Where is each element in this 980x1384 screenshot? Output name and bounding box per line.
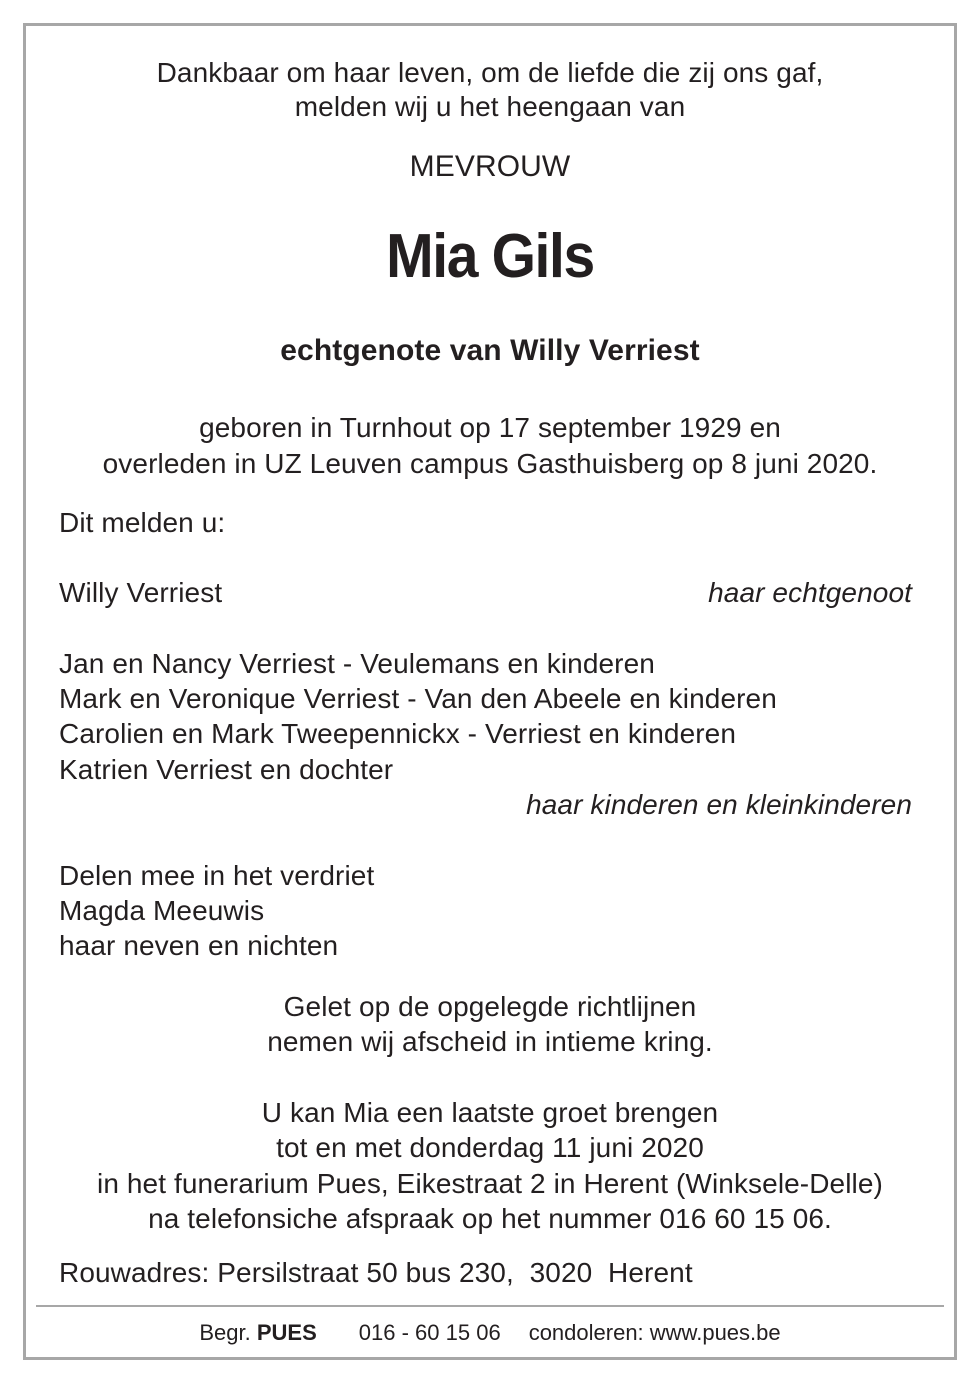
announcers-intro: Dit melden u: <box>59 507 226 538</box>
death-line: overleden in UZ Leuven campus Gasthuisberg op 8 juni 2020. <box>102 448 878 479</box>
undertaker-name: PUES <box>256 1320 317 1345</box>
birth-line: geboren in Turnhout op 17 september 1929 en <box>199 412 781 443</box>
child-line-1: Jan en Nancy Verriest - Veulemans en kinderen <box>59 648 655 679</box>
visitation-line-3: in het funerarium Pues, Eikestraat 2 in Herent (Winksele-Delle) <box>97 1168 883 1199</box>
undertaker-phone: 016 - 60 15 06 <box>358 1320 501 1345</box>
footer-divider <box>36 1305 944 1307</box>
footer <box>0 1318 980 1348</box>
spouse-name: Willy Verriest <box>59 577 223 608</box>
deceased-name: Mia Gils <box>386 222 594 291</box>
farewell-line-2: nemen wij afscheid in intieme kring. <box>267 1026 713 1057</box>
child-line-4: Katrien Verriest en dochter <box>59 754 394 785</box>
visitation-line-4: na telefonsiche afspraak op het nummer 016 60 15 06. <box>148 1203 832 1234</box>
others-line-3: haar neven en nichten <box>59 930 339 961</box>
title-prefix: MEVROUW <box>409 150 571 183</box>
farewell-line-1: Gelet op de opgelegde richtlijnen <box>283 991 697 1022</box>
visitation-line-1: U kan Mia een laatste groet brengen <box>261 1097 719 1128</box>
intro-line-1: Dankbaar om haar leven, om de liefde die zij ons gaf, <box>156 57 824 88</box>
spouse-line: echtgenote van Willy Verriest <box>280 334 700 367</box>
mourning-address: Rouwadres: Persilstraat 50 bus 230, 3020 Herent <box>59 1257 693 1288</box>
intro-line-2: melden wij u het heengaan van <box>294 91 686 122</box>
child-line-3: Carolien en Mark Tweepennickx - Verriest en kinderen <box>59 718 737 749</box>
others-line-2: Magda Meeuwis <box>59 895 265 926</box>
children-relation: haar kinderen en kleinkinderen <box>526 789 912 820</box>
undertaker-prefix: Begr. <box>199 1320 251 1345</box>
condolences-link[interactable]: condoleren: www.pues.be <box>528 1320 781 1345</box>
visitation-line-2: tot en met donderdag 11 juni 2020 <box>276 1132 704 1163</box>
spouse-relation: haar echtgenoot <box>708 577 912 608</box>
others-line-1: Delen mee in het verdriet <box>59 860 375 891</box>
child-line-2: Mark en Veronique Verriest - Van den Abeele en kinderen <box>59 683 777 714</box>
